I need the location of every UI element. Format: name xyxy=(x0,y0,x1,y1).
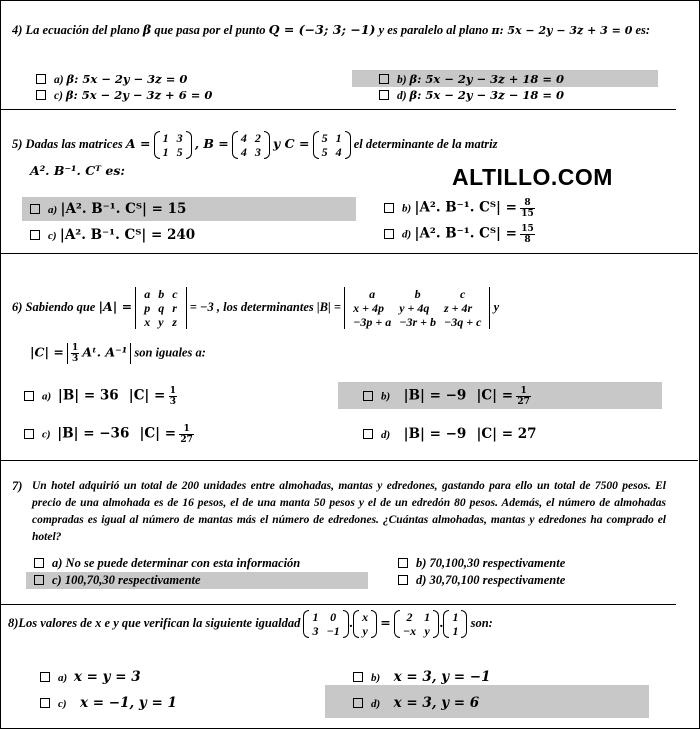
checkbox-icon[interactable] xyxy=(398,558,408,568)
checkbox-icon[interactable] xyxy=(384,229,394,239)
checkbox-icon[interactable] xyxy=(363,429,373,439)
q5-expression: A². B⁻¹. Cᵀ es: xyxy=(30,163,125,178)
q8-statement: 8)Los valores de x e y que verifican la siguiente igualdad 1 0 3 −1 . x y = 2 1 −x y . 1 1 son: xyxy=(8,610,493,638)
q7-option-d[interactable]: d) 30,70,100 respectivamente xyxy=(398,573,565,588)
q4-statement: 4) La ecuación del plano β que pasa por el punto Q = (−3; 3; −1) y es paralelo al plano π: 5x − 2y − 3z + 3 = 0 es: xyxy=(12,22,651,37)
q4-option-d[interactable]: d) β: 5x − 2y − 3z − 18 = 0 xyxy=(379,88,564,102)
q4-option-c[interactable]: c) β: 5x − 2y − 3z + 6 = 0 xyxy=(36,88,212,102)
q8-option-d[interactable]: d) x = 3, y = 6 xyxy=(353,695,479,711)
q5-option-a[interactable]: a) |A². B⁻¹. Cᵀ| = 15 xyxy=(30,201,186,217)
q6-option-b[interactable]: b) |B| = −9 |C| = $\frac{1}{27}$ xyxy=(363,386,531,407)
checkbox-icon[interactable] xyxy=(379,74,389,84)
q5-option-b[interactable]: b) |A². B⁻¹. Cᵀ| = $\frac{8}{15}$ xyxy=(384,198,535,219)
checkbox-icon[interactable] xyxy=(353,698,363,708)
matrix-m1: 1 0 3 −1 xyxy=(303,610,348,638)
q5-option-d[interactable]: d) |A². B⁻¹. Cᵀ| = $\frac{15}{8}$ xyxy=(384,224,535,245)
checkbox-icon[interactable] xyxy=(34,558,44,568)
q5-number: 5) xyxy=(12,136,23,151)
matrix-b: 4 2 4 3 xyxy=(232,131,270,159)
checkbox-icon[interactable] xyxy=(379,90,389,100)
matrix-c: 5 1 5 4 xyxy=(313,131,351,159)
q8-option-c[interactable]: c) x = −1, y = 1 xyxy=(40,695,177,711)
separator-1 xyxy=(0,109,676,110)
checkbox-icon[interactable] xyxy=(363,391,373,401)
q6-option-d[interactable]: d) |B| = −9 |C| = 27 xyxy=(363,426,537,442)
q7-option-c[interactable]: c) 100,70,30 respectivamente xyxy=(34,573,201,588)
checkbox-icon[interactable] xyxy=(30,230,40,240)
separator-4 xyxy=(0,604,676,605)
q6-option-c[interactable]: c) |B| = −36 |C| = $\frac{1}{27}$ xyxy=(24,424,194,445)
checkbox-icon[interactable] xyxy=(24,391,34,401)
matrix-a: 1 3 1 5 xyxy=(154,131,192,159)
q8-option-b[interactable]: b) x = 3, y = −1 xyxy=(353,669,491,685)
checkbox-icon[interactable] xyxy=(40,698,50,708)
matrix-m2: 2 1 −x y xyxy=(394,610,439,638)
checkbox-icon[interactable] xyxy=(30,204,40,214)
separator-2 xyxy=(0,253,698,254)
q7-number: 7) xyxy=(12,479,23,493)
q5-option-c[interactable]: c) |A². B⁻¹. Cᵀ| = 240 xyxy=(30,227,195,243)
q7-option-a[interactable]: a) No se puede determinar con esta información xyxy=(34,556,300,571)
q6-number: 6) xyxy=(12,299,23,314)
q8-number: 8) xyxy=(8,615,19,630)
q6-statement: 6) Sabiendo que |A| = a b c p q r x y z = −3 , los determinantes |B| = a b c x + 4p y + 4q z + 4r −3p + a −3r + b −3q + c y xyxy=(12,287,500,329)
watermark-logo: ALTILLO.COM xyxy=(452,164,613,190)
checkbox-icon[interactable] xyxy=(36,74,46,84)
q6-statement-line2: |C| = $\frac{1}{3}$ Aᵗ. A⁻¹ son iguales a: xyxy=(30,343,206,364)
determinant-b: a b c x + 4p y + 4q z + 4r −3p + a −3r + b −3q + c xyxy=(344,287,490,329)
q7-statement: Un hotel adquirió un total de 200 unidades entre almohadas, mantas y edredones, gastando para ello un total de 7500 pesos. El precio de una almohada es de 16 pesos, el de una manta 50 pesos y el de un edredón 80 pesos. Además, el número de almohadas compradas es igual al número de mantas más el número de edredones. ¿Cuántas almohadas, mantas y edredones ha comprado el hotel? xyxy=(32,480,666,543)
q6-option-a[interactable]: a) |B| = 36 |C| = $\frac{1}{3}$ xyxy=(24,386,177,407)
determinant-a: a b c p q r x y z xyxy=(135,287,186,329)
vector-ones: 1 1 xyxy=(443,610,467,638)
q4-number: 4) xyxy=(12,23,23,37)
checkbox-icon[interactable] xyxy=(34,575,44,585)
q5-statement: 5) Dadas las matrices A = 1 3 1 5 , B = 4 2 4 3 y C = 5 1 5 4 el determinante de la matriz xyxy=(12,131,498,159)
checkbox-icon[interactable] xyxy=(398,575,408,585)
checkbox-icon[interactable] xyxy=(353,672,363,682)
checkbox-icon[interactable] xyxy=(384,203,394,213)
checkbox-icon[interactable] xyxy=(40,672,50,682)
checkbox-icon[interactable] xyxy=(24,429,34,439)
q7-option-b[interactable]: b) 70,100,30 respectivamente xyxy=(398,556,565,571)
q4-option-a[interactable]: a) β: 5x − 2y − 3z = 0 xyxy=(36,72,187,86)
checkbox-icon[interactable] xyxy=(36,90,46,100)
determinant-c: $\frac{1}{3}$ Aᵗ. A⁻¹ xyxy=(67,343,131,364)
vector-xy: x y xyxy=(353,610,377,638)
separator-3 xyxy=(0,460,698,461)
q4-option-b[interactable]: b) β: 5x − 2y − 3z + 18 = 0 xyxy=(379,72,564,86)
q8-option-a[interactable]: a) x = y = 3 xyxy=(40,669,141,685)
